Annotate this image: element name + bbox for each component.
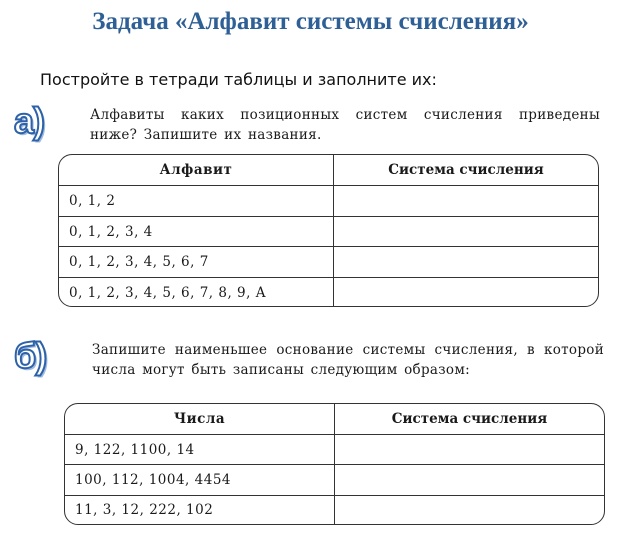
alphabet-cell: 0, 1, 2, 3, 4, 5, 6, 7, 8, 9, A [59, 278, 334, 307]
answer-cell [334, 278, 598, 307]
answer-cell [334, 217, 598, 246]
part-b-table [64, 403, 605, 525]
table-row [59, 185, 598, 216]
page-title: Задача «Алфавит системы счисления» [92, 8, 529, 35]
intro-instruction: Постройте в тетради таблицы и заполните их: [40, 70, 437, 89]
table-row [59, 216, 598, 246]
alphabet-cell: 0, 1, 2, 3, 4 [59, 217, 334, 246]
table-row [59, 246, 598, 277]
numbers-cell: 11, 3, 12, 222, 102 [65, 496, 335, 524]
table-header-row [65, 404, 604, 434]
part-a-task-text: Алфавиты каких позиционных систем счисления приведены ниже? Запишите их названия. [90, 107, 600, 143]
table-row [65, 495, 604, 524]
answer-cell [334, 247, 598, 277]
table-row [65, 434, 604, 464]
answer-cell [335, 435, 604, 464]
header-alphabet: Алфавит [59, 155, 334, 185]
answer-cell [335, 465, 604, 495]
table-row [65, 464, 604, 495]
part-a-marker: а) [14, 100, 45, 141]
alphabet-cell: 0, 1, 2, 3, 4, 5, 6, 7 [59, 247, 334, 277]
table-header-row [59, 155, 598, 185]
header-number-system: Система счисления [391, 411, 548, 427]
answer-cell [335, 496, 604, 524]
part-a-table [58, 154, 599, 307]
numbers-cell: 9, 122, 1100, 14 [65, 435, 335, 464]
header-number-system: Система счисления [388, 162, 544, 178]
numbers-cell: 100, 112, 1004, 4454 [65, 465, 335, 495]
answer-cell [334, 186, 598, 216]
table-row [59, 277, 598, 307]
part-b-marker: б) [14, 335, 47, 376]
header-numbers: Числа [65, 404, 335, 434]
alphabet-cell: 0, 1, 2 [59, 186, 334, 216]
part-b-task-text: Запишите наименьшее основание системы счисления, в которой числа могут быть записаны следующим образом: [92, 342, 604, 378]
